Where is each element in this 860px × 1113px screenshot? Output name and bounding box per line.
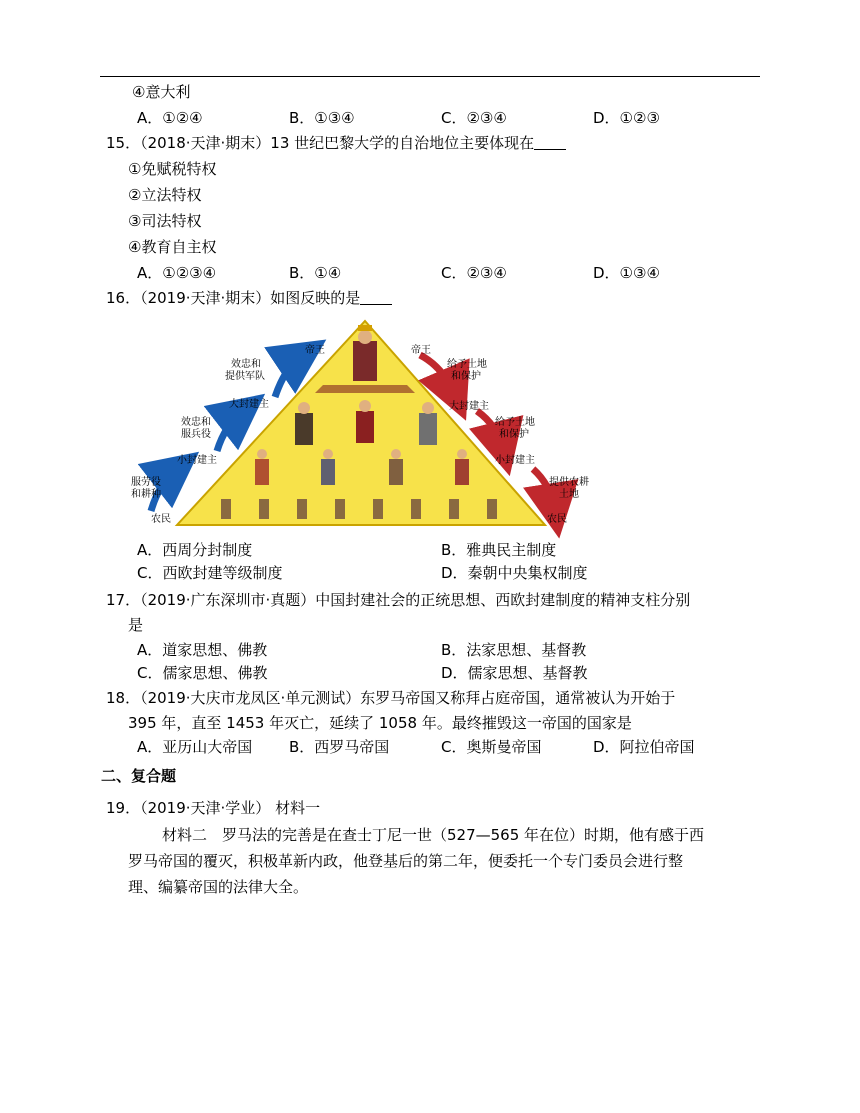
label-big-lord-left: 大封建主 (229, 399, 269, 410)
q19-stem: 19．（2019·天津·学业） 材料一 (106, 799, 321, 817)
label-arrow1-left-1: 效忠和 (231, 359, 261, 370)
q18-choice-d[interactable]: D．阿拉伯帝国 (593, 738, 695, 756)
q16-stem (106, 288, 392, 308)
q16-choice-c[interactable]: C．西欧封建等级制度 (137, 564, 283, 582)
q19-material2-line3: 理、编纂帝国的法律大全。 (128, 878, 309, 896)
q15-choice-d[interactable]: D．①③④ (593, 264, 660, 282)
label-arrow2-left-1: 效忠和 (181, 417, 211, 428)
q15-item-2: ②立法特权 (128, 186, 202, 204)
label-arrow3-left-2: 和耕种 (131, 489, 161, 500)
q15-stem (106, 133, 566, 153)
label-arrow3-right-1: 提供农耕 (549, 477, 589, 488)
q17-choice-d[interactable]: D．儒家思想、基督教 (441, 664, 588, 682)
q16-choice-a[interactable]: A．西周分封制度 (137, 541, 253, 559)
q18-choice-b[interactable]: B．西罗马帝国 (289, 738, 390, 756)
feudal-hierarchy-figure (125, 315, 589, 531)
label-arrow3-right-2: 土地 (559, 489, 579, 500)
q15-item-4: ④教育自主权 (128, 238, 217, 256)
q17-stem-line2: 是 (128, 616, 144, 634)
q16-stem-text: 16．（2019·天津·期末）如图反映的是 (106, 289, 361, 307)
q19-material2-line2: 罗马帝国的覆灭，积极革新内政，他登基后的第二年，便委托一个专门委员会进行整 (128, 852, 684, 870)
label-big-lord-right: 大封建主 (449, 401, 489, 412)
q18-choice-c[interactable]: C．奥斯曼帝国 (441, 738, 542, 756)
label-arrow2-right-2: 和保护 (499, 429, 529, 440)
label-king-right: 帝王 (411, 345, 431, 356)
answer-blank[interactable] (534, 135, 566, 150)
arrow-left-mid (217, 411, 243, 451)
q14-choice-d[interactable]: D．①②③ (593, 109, 660, 127)
label-arrow2-left-2: 服兵役 (181, 429, 211, 440)
label-arrow1-right-2: 和保护 (451, 371, 481, 382)
answer-blank[interactable] (360, 290, 392, 305)
q14-option-4: ④意大利 (132, 83, 191, 101)
q18-choice-a[interactable]: A．亚历山大帝国 (137, 738, 253, 756)
arrow-right-bottom (533, 469, 555, 511)
arrow-left-top (275, 355, 303, 397)
q15-choice-b[interactable]: B．①④ (289, 264, 342, 282)
label-arrow2-right-1: 给予土地 (495, 417, 535, 428)
q14-choice-c[interactable]: C．②③④ (441, 109, 507, 127)
label-arrow1-left-2: 提供军队 (225, 371, 265, 382)
section-title: 二、复合题 (101, 767, 177, 785)
q16-choice-b[interactable]: B．雅典民主制度 (441, 541, 557, 559)
q18-stem-line1: 18．（2019·大庆市龙凤区·单元测试）东罗马帝国又称拜占庭帝国，通常被认为开始于 (106, 689, 676, 707)
label-king-left: 帝王 (305, 345, 325, 356)
q14-choice-b[interactable]: B．①③④ (289, 109, 355, 127)
q18-stem-line2: 395 年，直至 1453 年灭亡，延续了 1058 年。最终摧毁这一帝国的国家是 (128, 714, 632, 732)
q16-choice-d[interactable]: D．秦朝中央集权制度 (441, 564, 588, 582)
label-arrow1-right-1: 给予土地 (447, 359, 487, 370)
q17-choice-b[interactable]: B．法家思想、基督教 (441, 641, 587, 659)
label-peasant-left: 农民 (151, 514, 171, 525)
q14-choice-a[interactable]: A．①②④ (137, 109, 203, 127)
q17-choice-c[interactable]: C．儒家思想、佛教 (137, 664, 268, 682)
q15-choice-a[interactable]: A．①②③④ (137, 264, 217, 282)
label-arrow3-left-1: 服劳役 (131, 477, 161, 488)
q15-choice-c[interactable]: C．②③④ (441, 264, 507, 282)
label-small-lord-left: 小封建主 (177, 455, 217, 466)
q15-item-3: ③司法特权 (128, 212, 202, 230)
q15-item-1: ①免赋税特权 (128, 160, 217, 178)
q15-stem-text: 15．（2018·天津·期末）13 世纪巴黎大学的自治地位主要体现在 (106, 134, 535, 152)
label-peasant-right: 农民 (547, 514, 567, 525)
q17-stem-line1: 17．（2019·广东深圳市·真题）中国封建社会的正统思想、西欧封建制度的精神支柱分别 (106, 591, 691, 609)
header-rule (100, 76, 760, 77)
label-small-lord-right: 小封建主 (495, 455, 535, 466)
q19-material2-line1: 材料二 罗马法的完善是在查士丁尼一世（527—565 年在位）时期，他有感于西 (162, 826, 705, 844)
throne-step (315, 385, 415, 393)
q17-choice-a[interactable]: A．道家思想、佛教 (137, 641, 268, 659)
